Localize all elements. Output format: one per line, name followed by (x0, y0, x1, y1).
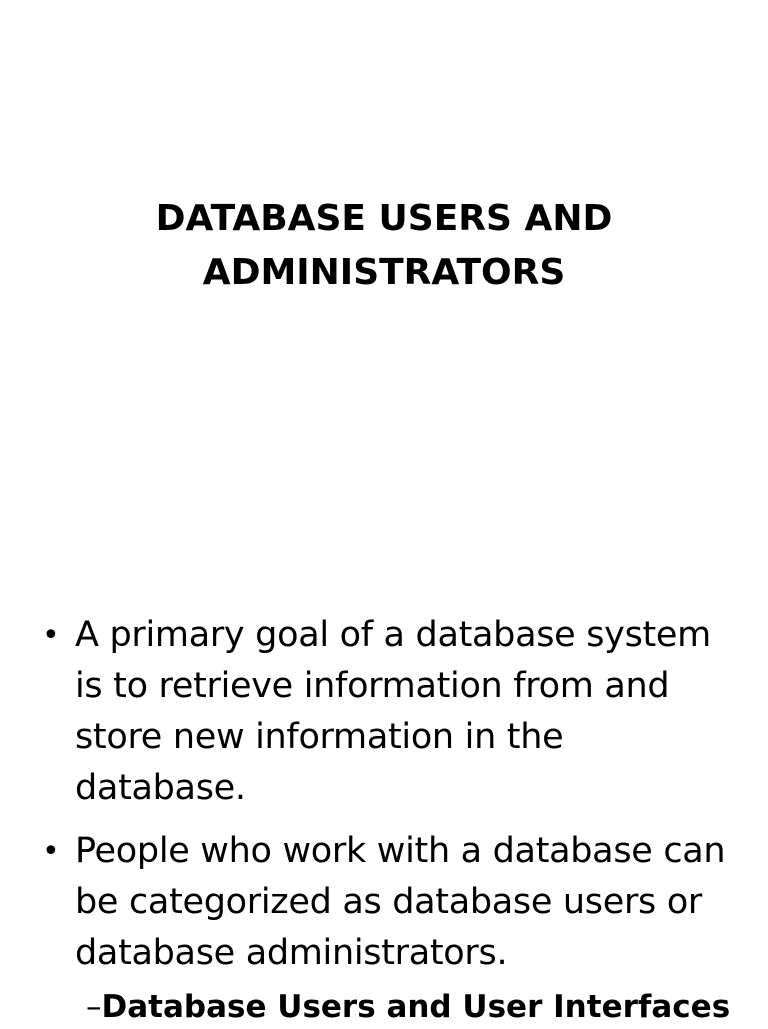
slide-title-line-2: ADMINISTRATORS (202, 252, 566, 293)
sub-bullet-label: Database Users and User Interfaces (101, 989, 731, 1025)
slide-title (0, 192, 768, 300)
bullet-text: People who work with a database can be categorized as database users or database administrators. (75, 831, 726, 973)
sub-bullet-item (86, 985, 730, 1029)
bullet-list (42, 610, 732, 991)
dash-icon: – (86, 989, 102, 1025)
bullet-point-icon: • (42, 618, 60, 653)
bullet-item (42, 610, 732, 814)
bullet-point-icon: • (42, 834, 60, 869)
slide-title-line-1: DATABASE USERS AND (155, 198, 613, 239)
bullet-text: A primary goal of a database system is to retrieve information from and store new information in the database. (75, 615, 711, 808)
bullet-item (42, 826, 732, 979)
